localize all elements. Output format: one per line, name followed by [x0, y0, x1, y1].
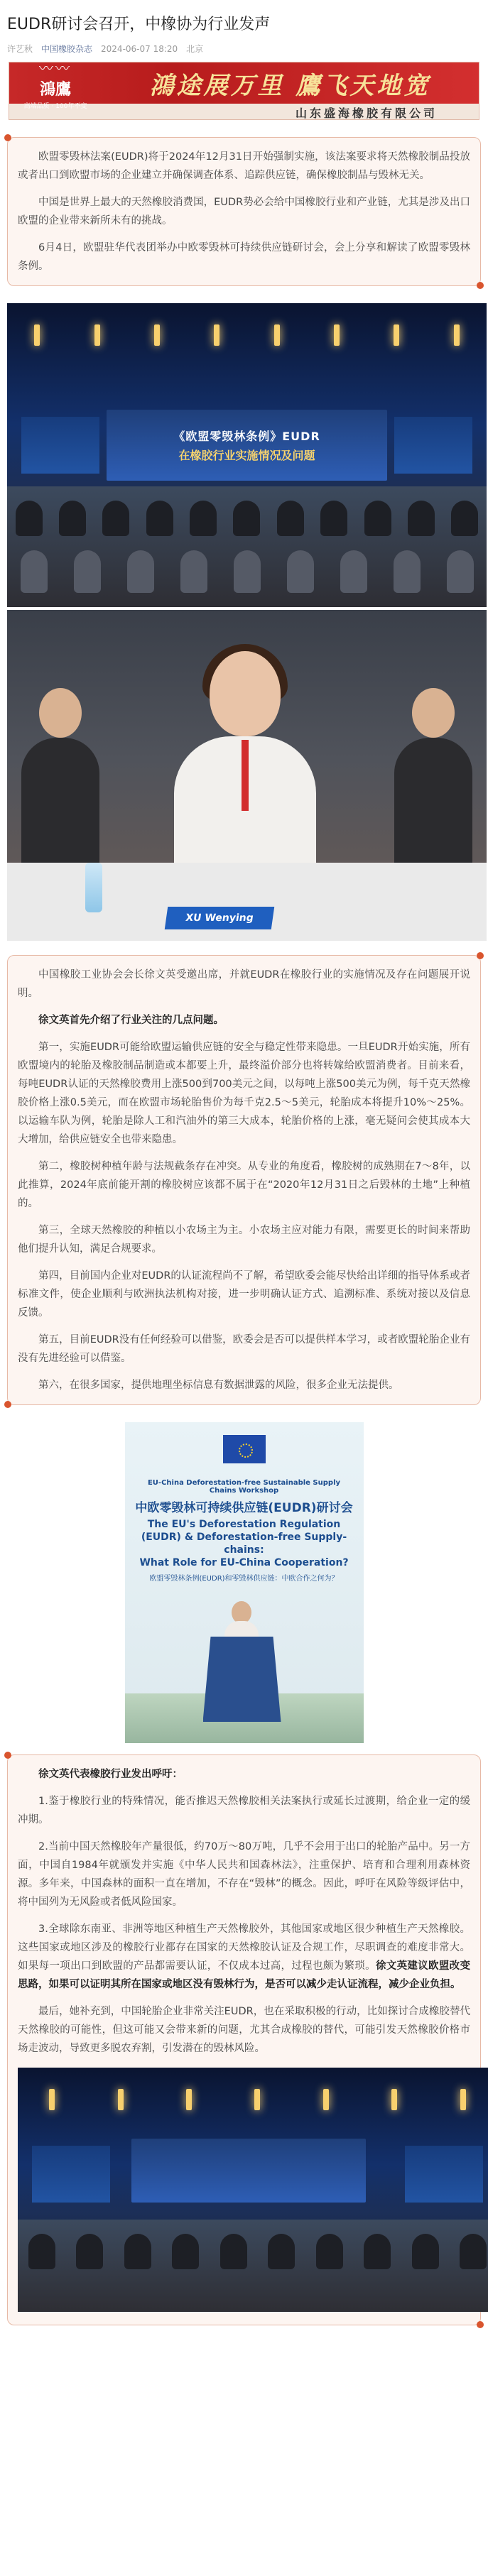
side-screen-left — [32, 2146, 110, 2203]
side-screen-right — [405, 2146, 483, 2203]
banner-company: 山东盛海橡胶有限公司 — [9, 104, 479, 120]
corner-dot-icon — [4, 134, 11, 141]
side-screen-left — [21, 417, 99, 474]
side-screen-right — [394, 417, 472, 474]
issue-1: 第一，实施EUDR可能给欧盟运输供应链的安全与稳定性带来隐患。一旦EUDR开始实施，所有欧盟境内的轮胎及橡胶制品制造或本都要上升，最终溢价部分也将转嫁给欧盟消费者。目前来看，每吨EUDR认证的天然橡胶费用上涨500到700美元之间，以每吨上涨500美元为例，每千克天然橡胶价格上涨0.5美元，而在欧盟市场轮胎售价为每千克2.5～5美元，轮胎成本将提升10%～25%。以运输车队为例，轮胎是除人工和汽油外的第三大成本，轮胎价格的上涨，毫无疑问会使其成本大大增加，给供应链安全也带来隐患。 — [18, 1042, 470, 1145]
presentation-screen — [131, 2139, 366, 2203]
logo-brand: 鴻鷹 — [39, 80, 71, 99]
intro-paragraph-3: 6月4日，欧盟驻华代表团举办中欧零毁林可持续供应链研讨会，会上分享和解读了欧盟零毁林条例。 — [18, 242, 470, 272]
workshop-banner — [135, 1479, 354, 1583]
speaker-photo[interactable] — [7, 610, 487, 941]
screen-subtitle: 在橡胶行业实施情况及问题 — [178, 449, 315, 462]
banner-en-top: EU-China Deforestation-free Sustainable Supply Chains Workshop — [147, 1479, 341, 1495]
intro-card — [7, 137, 481, 286]
presentation-screen — [107, 410, 387, 481]
banner-cn-sub: 欧盟零毁林条例(EUDR)和零毁林供应链：中欧合作之何为？ — [149, 1575, 339, 1583]
source-link[interactable]: 中国橡胶杂志 — [41, 44, 93, 54]
eagle-wings-icon: 〰︎〰︎ — [39, 62, 72, 77]
issues-heading: 徐文英首先介绍了行业关注的几点问题。 — [38, 1015, 224, 1026]
stage-lights — [7, 303, 487, 346]
issue-5: 第五，目前EUDR没有任何经验可以借鉴，欧委会是否可以提供样本学习，或者欧盟轮胎企业有没有先进经验可以借鉴。 — [18, 1334, 470, 1364]
author-name: 许艺秋 — [7, 44, 33, 54]
banner-slogan: 鴻途展万里 鷹飞天地宽 — [149, 71, 431, 100]
issue-2: 第二，橡胶树种植年龄与法规截条存在冲突。从专业的角度看，橡胶树的成熟期在7～8年，以此推算，2024年底前能开割的橡胶树应该都不属于在“2020年12月31日之后毁林的土地”上种植的。 — [18, 1161, 470, 1209]
issues-intro: 中国橡胶工业协会会长徐文英受邀出席，并就EUDR在橡胶行业的实施情况及存在问题展开说明。 — [18, 969, 470, 999]
sponsor-banner[interactable] — [9, 62, 479, 120]
conference-wide-photo[interactable] — [18, 2068, 488, 2312]
corner-dot-icon — [477, 952, 484, 959]
appeal-1: 1.鉴于橡胶行业的特殊情况，能否推迟天然橡胶相关法案执行或延长过渡期，给企业一定的缓冲期。 — [18, 1796, 470, 1825]
speaker-nameplate: XU Wenying — [165, 907, 274, 929]
banner-top — [9, 62, 479, 110]
attendee-right — [394, 688, 472, 866]
intro-paragraph-1: 欧盟零毁林法案(EUDR)将于2024年12月31日开始强制实施，该法案要求将天然橡胶制品投放或者出口到欧盟市场的企业建立并确保调查体系、追踪供应链，确保橡胶制品与毁林无关。 — [18, 151, 470, 181]
issue-4: 第四，目前国内企业对EUDR的认证流程尚不了解，希望欧委会能尽快给出详细的指导体系或者标准文件，使企业顺利与欧洲执法机构对接，进一步明确认证方式、追溯标准、系统对接以及信息反馈。 — [18, 1270, 470, 1319]
audience — [7, 486, 487, 607]
appeal-2: 2.当前中国天然橡胶年产量很低，约70万～80万吨，几乎不会用于出口的轮胎产品中。另一方面，中国自1984年就颁发并实施《中华人民共和国森林法》，注重保护、培育和合理利用森林资源。多年来，中国森林的面积一直在增加，不存在“毁林”的概念。因此，呼吁在风险等级评估中，将中国列为无风险或者低风险国家。 — [18, 1841, 470, 1908]
company-logo — [9, 62, 102, 110]
article-meta — [7, 43, 481, 55]
appeal-card — [7, 1754, 481, 2325]
corner-dot-icon — [4, 1752, 11, 1759]
corner-dot-icon — [477, 2321, 484, 2328]
audience — [18, 2220, 488, 2312]
publish-location: 北京 — [186, 44, 204, 54]
article-title: EUDR研讨会召开，中橡协为行业发声 — [7, 16, 271, 33]
appeal-3 — [18, 1920, 470, 1994]
podium-photo[interactable] — [125, 1422, 364, 1743]
issues-card — [7, 955, 481, 1405]
publish-datetime: 2024-06-07 18:20 — [101, 43, 178, 54]
appeal-heading: 徐文英代表橡胶行业发出呼吁： — [38, 1769, 183, 1780]
lectern — [203, 1637, 281, 1722]
banner-en-main: The EU's Deforestation Regulation (EUDR) & Deforestation-free Supply-chains: — [141, 1519, 347, 1556]
appeal-3-emphasis: 徐文英建议欧盟改变思路，如果可以证明其所在国家或地区没有毁林行为，是否可以减少走认证流程，减少企业负担。 — [18, 1960, 471, 1990]
corner-dot-icon — [4, 1401, 11, 1408]
screen-title: 《欧盟零毁林条例》EUDR — [173, 430, 320, 443]
water-bottle — [85, 863, 102, 912]
banner-cn-title: 中欧零毁林可持续供应链(EUDR)研讨会 — [135, 1501, 353, 1515]
eu-flag-icon — [223, 1435, 266, 1463]
conference-stage-photo[interactable] — [7, 303, 487, 607]
speaker-figure — [174, 651, 316, 878]
corner-dot-icon — [477, 282, 484, 289]
appeal-closing: 最后，她补充到，中国轮胎企业非常关注EUDR，也在采取积极的行动，比如探讨合成橡胶替代天然橡胶的可能性，但这可能又会带来新的问题，尤其合成橡胶的替代，可能引发天然橡胶价格市场走波动，导致更多脱农弃割，引发潜在的毁林风险。 — [18, 2006, 470, 2054]
stage-lights — [18, 2068, 488, 2110]
photo-gallery-1 — [7, 303, 481, 941]
appeal-3-text: 3.全球除东南亚、非洲等地区种植生产天然橡胶外，其他国家或地区很少种植生产天然橡胶。这些国家或地区涉及的橡胶行业都存在国家的天然橡胶认证及合规工作，尽职调查的难度非常大。如果每一项出口到欧盟的产品都需要认证，不仅成本过高，过程也颇为繁琐。 — [18, 1923, 470, 1972]
intro-paragraph-2: 中国是世界上最大的天然橡胶消费国，EUDR势必会给中国橡胶行业和产业链，尤其是涉及出口欧盟的企业带来新所未有的挑战。 — [18, 197, 470, 227]
attendee-left — [21, 688, 99, 866]
banner-en-question: What Role for EU-China Cooperation? — [139, 1557, 349, 1568]
issue-6: 第六，在很多国家，提供地理坐标信息有数据泄露的风险，很多企业无法提供。 — [38, 1380, 399, 1391]
issue-3: 第三，全球天然橡胶的种植以小农场主为主。小农场主应对能力有限，需要更长的时间来帮助他们提升认知，满足合规要求。 — [18, 1225, 470, 1255]
logo-subtitle: 高端品质 · 100年不变 — [23, 102, 87, 110]
